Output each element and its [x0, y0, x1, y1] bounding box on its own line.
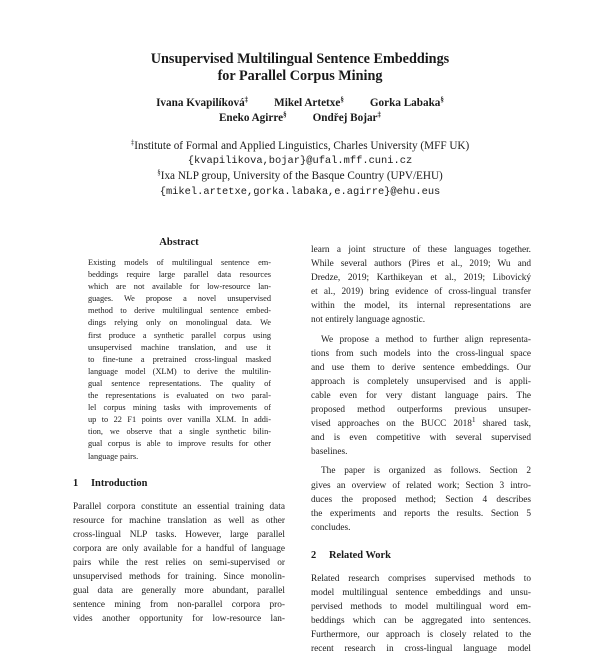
body-line: the experiments and reports the results. Section 5 — [311, 508, 531, 519]
section-1-heading — [73, 477, 285, 490]
body-line: resource for machine translation as well as other — [73, 515, 285, 526]
right-column — [311, 243, 531, 656]
body-line: We propose a method to further align representa- — [321, 334, 531, 345]
abstract-line: gual sentence representations. The quality of — [88, 378, 271, 388]
body-line: corpora are only available for a handful of language — [73, 543, 285, 554]
email-2: {mikel.artetxe,gorka.labaka,e.agirre}@ehu.eus — [159, 185, 441, 198]
body-line: vised approaches on the BUCC 2018$^1$ shared task, — [311, 416, 531, 430]
body-line: recent research in cross-lingual language model — [311, 644, 531, 655]
body-line: Related research comprises supervised methods to — [311, 573, 531, 584]
paragraph-3 — [311, 464, 531, 534]
body-line: baselines. — [311, 447, 348, 458]
paper-title — [0, 51, 600, 85]
body-line: approach is completely unsupervised and is appli- — [311, 376, 531, 387]
body-line: pervised methods to model multilingual word em- — [311, 602, 531, 613]
abstract-line: up to 22 F1 points over vanilla XLM. In addi- — [88, 415, 271, 425]
body-line: The paper is organized as follows. Section 2 — [321, 466, 531, 477]
author-4: Eneko Agirre§ — [218, 110, 287, 124]
affiliations — [0, 139, 600, 200]
section-title: Introduction — [91, 477, 148, 489]
email-1: {kvapilikova,bojar}@ufal.mff.cuni.cz — [187, 155, 413, 168]
body-line: beddings which can be aggregated into sentences. — [311, 616, 531, 627]
body-line: While several authors (Pires et al., 2019; Wu and — [311, 259, 531, 270]
body-line: pairs while the rest relies on semi-supervised or — [73, 557, 285, 568]
body-line: not entirely language agnostic. — [311, 315, 426, 326]
body-line: concludes. — [311, 522, 351, 533]
paragraph-1 — [311, 243, 531, 328]
abstract-line: guages. We propose a novel unsupervised — [88, 294, 271, 304]
title-line-2: for Parallel Corpus Mining — [217, 68, 383, 84]
body-line: tions from such models into the cross-lingual space — [311, 348, 531, 359]
body-line: et al., 2019) bring evidence of cross-lingual transfer — [311, 287, 531, 298]
section-number: 2 — [311, 549, 317, 561]
section-title: Related Work — [329, 549, 391, 561]
abstract-line: method to derive multilingual sentence embed- — [88, 306, 271, 316]
footnote-mark: 1 — [471, 416, 476, 425]
intro-paragraph — [73, 500, 285, 627]
body-line: and use them to derive sentence embeddings. Our — [311, 362, 531, 373]
abstract-heading: Abstract — [159, 237, 199, 248]
abstract-line: gual corpus is able to improve results for other — [88, 439, 271, 449]
left-column — [73, 236, 285, 626]
author-1: Ivana Kvapilíková‡ — [156, 95, 249, 109]
body-line: unsupervised methods for training. Since monolin- — [73, 572, 285, 583]
abstract-line: unsupervised machine translation, and use it — [88, 342, 271, 352]
body-line: learn a joint structure of these languages together. — [311, 245, 531, 255]
abstract-line: beddings require large parallel data resources — [88, 270, 271, 280]
body-line: and is even competitive with several supervised — [311, 433, 531, 444]
body-line: proposed method outperforms previous unsuper- — [311, 405, 531, 416]
section-number: 1 — [73, 477, 79, 489]
abstract-line: language pairs. — [88, 451, 139, 461]
author-2: Mikel Artetxe§ — [274, 95, 344, 109]
affiliation-2: §Ixa NLP group, University of the Basque Country (UPV/EHU) — [157, 168, 443, 183]
abstract-line: to fine-tune a pretrained cross-lingual masked — [88, 354, 271, 364]
body-line: vides another opportunity for low-resource lan- — [73, 614, 285, 625]
abstract-body — [88, 257, 271, 463]
body-line: cross-lingual NLP tasks. However, large parallel — [73, 529, 285, 540]
affiliation-1: ‡Institute of Formal and Applied Linguistics, Charles University (MFF UK) — [130, 138, 470, 152]
abstract-line: tion, we observe that a single synthetic bilin- — [88, 427, 271, 437]
paragraph-4 — [311, 572, 531, 656]
body-line: gual data are generally more abundant, parallel — [73, 586, 285, 597]
abstract-line: language model (XLM) to derive the multilin- — [88, 366, 271, 376]
abstract-line: which are not available for low-resource lan- — [88, 282, 271, 292]
abstract-line: first produce a synthetic parallel corpus using — [88, 330, 271, 340]
body-line: duces the proposed method; Section 4 describes — [311, 494, 531, 505]
body-line: within the model, its internal representations are — [311, 301, 531, 312]
author-5: Ondřej Bojar‡ — [312, 110, 382, 124]
abstract-line: dings relying only on monolingual data. We — [88, 318, 271, 328]
body-line: gives an overview of related work; Section 3 intro- — [311, 480, 531, 491]
body-line: cable even for very distant language pairs. The — [311, 390, 531, 401]
body-line: sentence mining from non-parallel corpora pro- — [73, 600, 285, 611]
author-list — [0, 96, 600, 126]
author-3: Gorka Labaka§ — [369, 95, 444, 109]
abstract-line: lel corpus mining tasks with improvements of — [88, 403, 271, 413]
abstract-line: the representations is evaluated on two paral- — [88, 391, 271, 401]
body-line: Parallel corpora constitute an essential training data — [73, 501, 285, 512]
body-line: Furthermore, our approach is closely related to the — [311, 630, 531, 641]
body-line: Dredze, 2019; Karthikeyan et al., 2019; Libovický — [311, 273, 531, 284]
title-line-1: Unsupervised Multilingual Sentence Embeddings — [150, 51, 450, 67]
body-line: model multilingual sentence embeddings and unsu- — [311, 587, 531, 598]
abstract-line: Existing models of multilingual sentence em- — [88, 258, 271, 267]
paragraph-2 — [311, 333, 531, 460]
section-2-heading — [311, 549, 531, 562]
